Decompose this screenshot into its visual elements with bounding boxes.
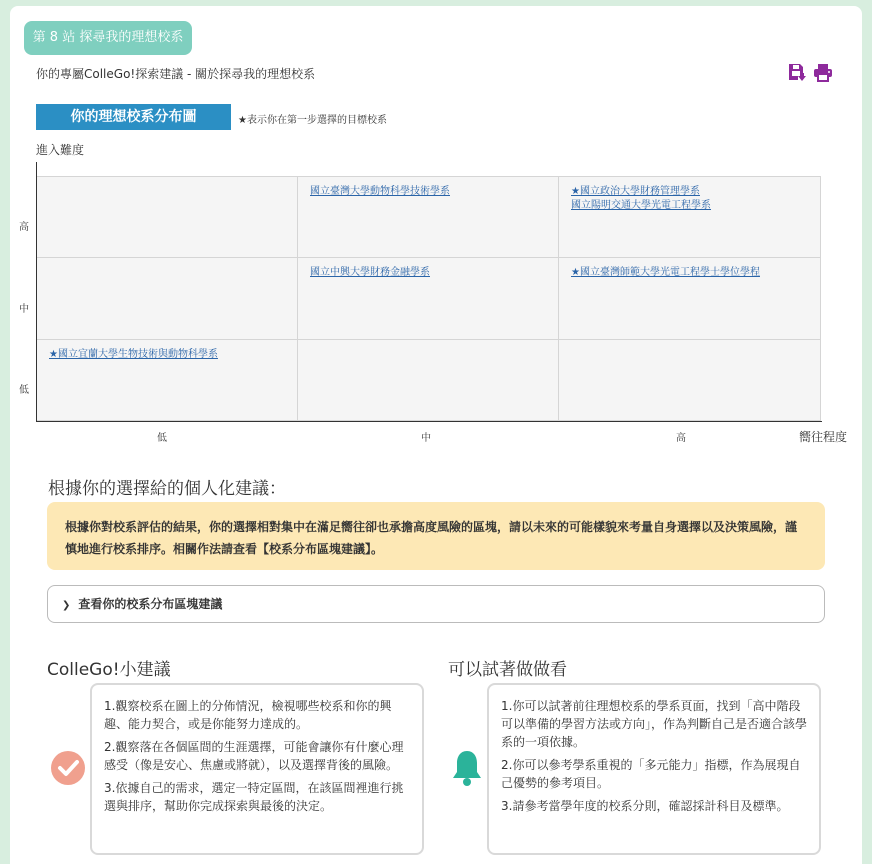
- x-axis-line: [36, 421, 822, 422]
- school-link[interactable]: ★國立臺灣師範大學光電工程學士學位學程: [571, 267, 760, 278]
- grid-cell-high-high: [559, 176, 821, 258]
- advice-heading: 根據你的選擇給的個人化建議：: [48, 479, 286, 499]
- print-icon[interactable]: [813, 62, 833, 82]
- station-badge: 第 8 站 探尋我的理想校系: [24, 21, 192, 55]
- tips-title: ColleGo!小建議: [47, 660, 171, 680]
- tip-item: 3.依據自己的需求，選定一特定區間，在該區間裡進行挑選與排序，幫助你完成探索與最後的決定。: [104, 781, 404, 813]
- school-link[interactable]: 國立中興大學財務金融學系: [310, 267, 430, 278]
- school-link[interactable]: 國立陽明交通大學光電工程學系: [571, 200, 711, 211]
- grid-cell-mid-low: [37, 258, 298, 340]
- try-item: 1.你可以試著前往理想校系的學系頁面，找到「高中階段可以準備的學習方法或方向」，作為判斷自己是否適合該學系的一項依據。: [501, 699, 808, 749]
- x-level-mid: 中: [421, 433, 431, 444]
- distribution-grid: [37, 176, 821, 421]
- chevron-right-icon: ❯: [62, 600, 71, 611]
- school-link[interactable]: ★國立宜蘭大學生物技術與動物科學系: [49, 349, 218, 360]
- grid-cell-mid-mid: [298, 258, 559, 340]
- x-axis-title: 嚮往程度: [799, 430, 848, 444]
- y-axis-title: 進入難度: [36, 143, 85, 157]
- y-level-mid: 中: [19, 304, 29, 315]
- page-subtitle: 你的專屬ColleGo!探索建議 - 關於探尋我的理想校系: [36, 67, 316, 81]
- bell-icon: [449, 748, 485, 784]
- accordion-label: 查看你的校系分布區塊建議: [78, 597, 223, 611]
- star-note: ★表示你在第一步選擇的目標校系: [238, 115, 387, 126]
- grid-cell-low-mid: [298, 340, 559, 421]
- y-level-high: 高: [19, 222, 29, 233]
- try-box: [487, 683, 821, 855]
- try-item: 2.你可以參考學系重視的「多元能力」指標，作為展現自己優勢的參考項目。: [501, 758, 801, 790]
- try-title: 可以試著做做看: [448, 660, 567, 680]
- tip-item: 2.觀察落在各個區間的生涯選擇，可能會讓你有什麼心理感受（像是安心、焦慮或將就），以及選擇背後的風險。: [104, 740, 404, 772]
- y-level-low: 低: [19, 385, 29, 396]
- grid-cell-high-mid: [298, 176, 559, 258]
- grid-cell-low-high: [559, 340, 821, 421]
- save-download-icon[interactable]: [787, 62, 807, 82]
- try-item: 3.請參考當學年度的校系分則，確認採計科目及標準。: [501, 799, 789, 813]
- x-level-low: 低: [157, 433, 167, 444]
- school-link[interactable]: 國立臺灣大學動物科學技術學系: [310, 186, 450, 197]
- grid-cell-mid-high: [559, 258, 821, 340]
- tip-item: 1.觀察校系在圖上的分佈情況，檢視哪些校系和你的興趣、能力契合，或是你能努力達成的。: [104, 699, 392, 731]
- warning-box: 根據你對校系評估的結果，你的選擇相對集中在滿足嚮往卻也承擔高度風險的區塊，請以未來的可能樣貌來考量自身選擇以及決策風險，謹慎地進行校系排序。相關作法請查看【校系分布區塊建議】。: [47, 502, 825, 570]
- map-title: 你的理想校系分布圖: [36, 104, 231, 130]
- x-level-high: 高: [676, 433, 686, 444]
- distribution-advice-accordion[interactable]: [47, 585, 825, 623]
- check-circle-icon: [50, 750, 86, 786]
- school-link[interactable]: ★國立政治大學財務管理學系: [571, 186, 700, 197]
- tips-box: [90, 683, 424, 855]
- grid-cell-low-low: [37, 340, 298, 421]
- grid-cell-high-low: [37, 176, 298, 258]
